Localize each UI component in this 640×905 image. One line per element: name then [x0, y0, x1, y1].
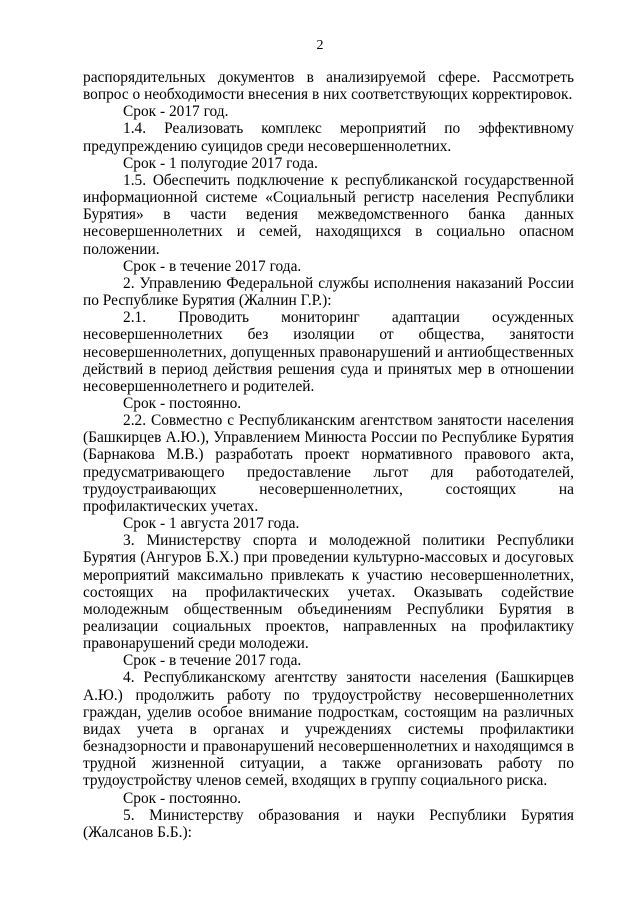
- page-number: 2: [316, 38, 324, 53]
- deadline-paragraph: Срок - в течение 2017 года.: [123, 257, 302, 275]
- item-4-paragraph: 4. Республиканскому агентству занятости населения (Башкирцев А.Ю.) продолжить работу по трудоустройству несовершеннолетних граждан, уделив особое внимание подросткам, состоящим на различных видах учета в органах и учреждениях системы профилактики безнадзорности и правонарушений несовершеннолетних и находящимся в трудной жизненной ситуации, а также организовать работу по трудоустройству членов семей, входящих в группу социального риска.: [83, 669, 574, 790]
- deadline-paragraph: Срок - постоянно.: [123, 789, 242, 807]
- item-1-4-paragraph: 1.4. Реализовать комплекс мероприятий по эффективному предупреждению суицидов среди несовершеннолетних.: [83, 120, 574, 155]
- deadline-paragraph: Срок - в течение 2017 года.: [123, 652, 302, 670]
- item-3-paragraph: 3. Министерству спорта и молодежной политики Республики Бурятия (Ангуров Б.Х.) при проведении культурно-массовых и досуговых мероприятий максимально привлекать к участию несовершеннолетних, состоящих на профилактических учетах. Оказывать содействие молодежным общественным объединениям Республики Бурятия в реализации социальных проектов, направленных на профилактику правонарушений среди молодежи.: [83, 532, 574, 653]
- item-5-paragraph: 5. Министерству образования и науки Республики Бурятия (Жалсанов Б.Б.):: [83, 806, 574, 841]
- item-2-paragraph: 2. Управлению Федеральной службы исполнения наказаний России по Республике Бурятия (Жалнин Г.Р.):: [83, 274, 574, 310]
- deadline-paragraph: Срок - 2017 год.: [123, 103, 229, 121]
- item-1-5-paragraph: 1.5. Обеспечить подключение к республиканской государственной информационной системе «Социальный регистр населения Республики Бурятия» в части ведения межведомственного банка данных несовершеннолетних и семей, находящихся в социально опасном положении.: [83, 171, 574, 258]
- document-body: [83, 69, 574, 841]
- item-2-1-paragraph: 2.1. Проводить мониторинг адаптации осужденных несовершеннолетних без изоляции от общества, занятости несовершеннолетних, допущенных правонарушений и антиобщественных действий в период действия решения суда и принятых мер в отношении несовершеннолетнего и родителей.: [83, 309, 574, 395]
- paragraph-continuation: распорядительных документов в анализируемой сфере. Рассмотреть вопрос о необходимости внесения в них соответствующих корректировок.: [83, 69, 574, 104]
- deadline-paragraph: Срок - 1 полугодие 2017 года.: [123, 154, 318, 172]
- deadline-paragraph: Срок - постоянно.: [123, 394, 242, 412]
- deadline-paragraph: Срок - 1 августа 2017 года.: [123, 515, 300, 533]
- item-2-2-paragraph: 2.2. Совместно с Республиканским агентством занятости населения (Башкирцев А.Ю.), Управлением Минюста России по Республике Бурятия (Барнакова М.В.) разработать проект нормативного правового акта, предусматривающего предоставление льгот для работодателей, трудоустраивающих несовершеннолетних, состоящих на профилактических учетах.: [83, 412, 574, 515]
